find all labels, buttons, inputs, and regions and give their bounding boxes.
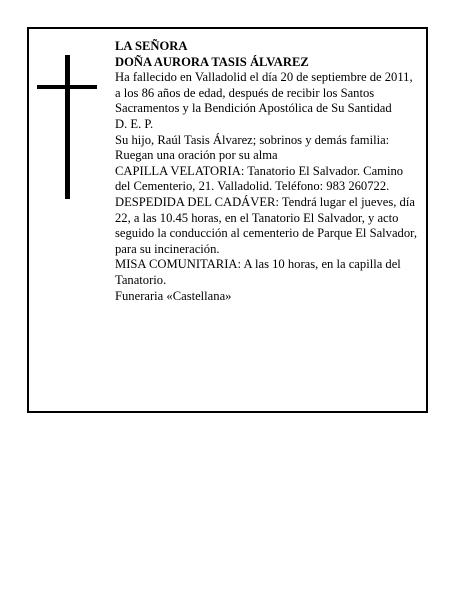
death-announcement: Ha fallecido en Valladolid el día 20 de septiembre de 2011, a los 86 años de edad, después de recibir los Santos Sacramentos y la Bendición Apostólica de Su Santidad	[115, 70, 413, 116]
deceased-name: DOÑA AURORA TASIS ÁLVAREZ	[115, 54, 309, 69]
cross-vertical-bar	[65, 55, 70, 199]
farewell-info: DESPEDIDA DEL CADÁVER: Tendrá lugar el jueves, día 22, a las 10.45 horas, en el Tanatorio El Salvador, y acto seguido la conducción al cementerio de Parque El Salvador, para su incineración.	[115, 194, 417, 256]
rest-in-peace: D. E. P.	[115, 116, 154, 131]
obituary-notice	[27, 27, 428, 413]
cross-horizontal-bar	[37, 85, 97, 89]
prayer-request: Ruegan una oración por su alma	[115, 148, 278, 163]
notice-heading: LA SEÑORA	[115, 39, 188, 53]
notice-text	[115, 39, 417, 304]
chapel-info: CAPILLA VELATORIA: Tanatorio El Salvador. Camino del Cementerio, 21. Valladolid. Teléfono: 983 260722.	[115, 163, 404, 194]
funeral-home: Funeraria «Castellana»	[115, 288, 232, 303]
latin-cross-icon	[37, 55, 97, 199]
family-line: Su hijo, Raúl Tasis Álvarez; sobrinos y demás familia:	[115, 132, 390, 147]
mass-info: MISA COMUNITARIA: A las 10 horas, en la capilla del Tanatorio.	[115, 257, 401, 287]
